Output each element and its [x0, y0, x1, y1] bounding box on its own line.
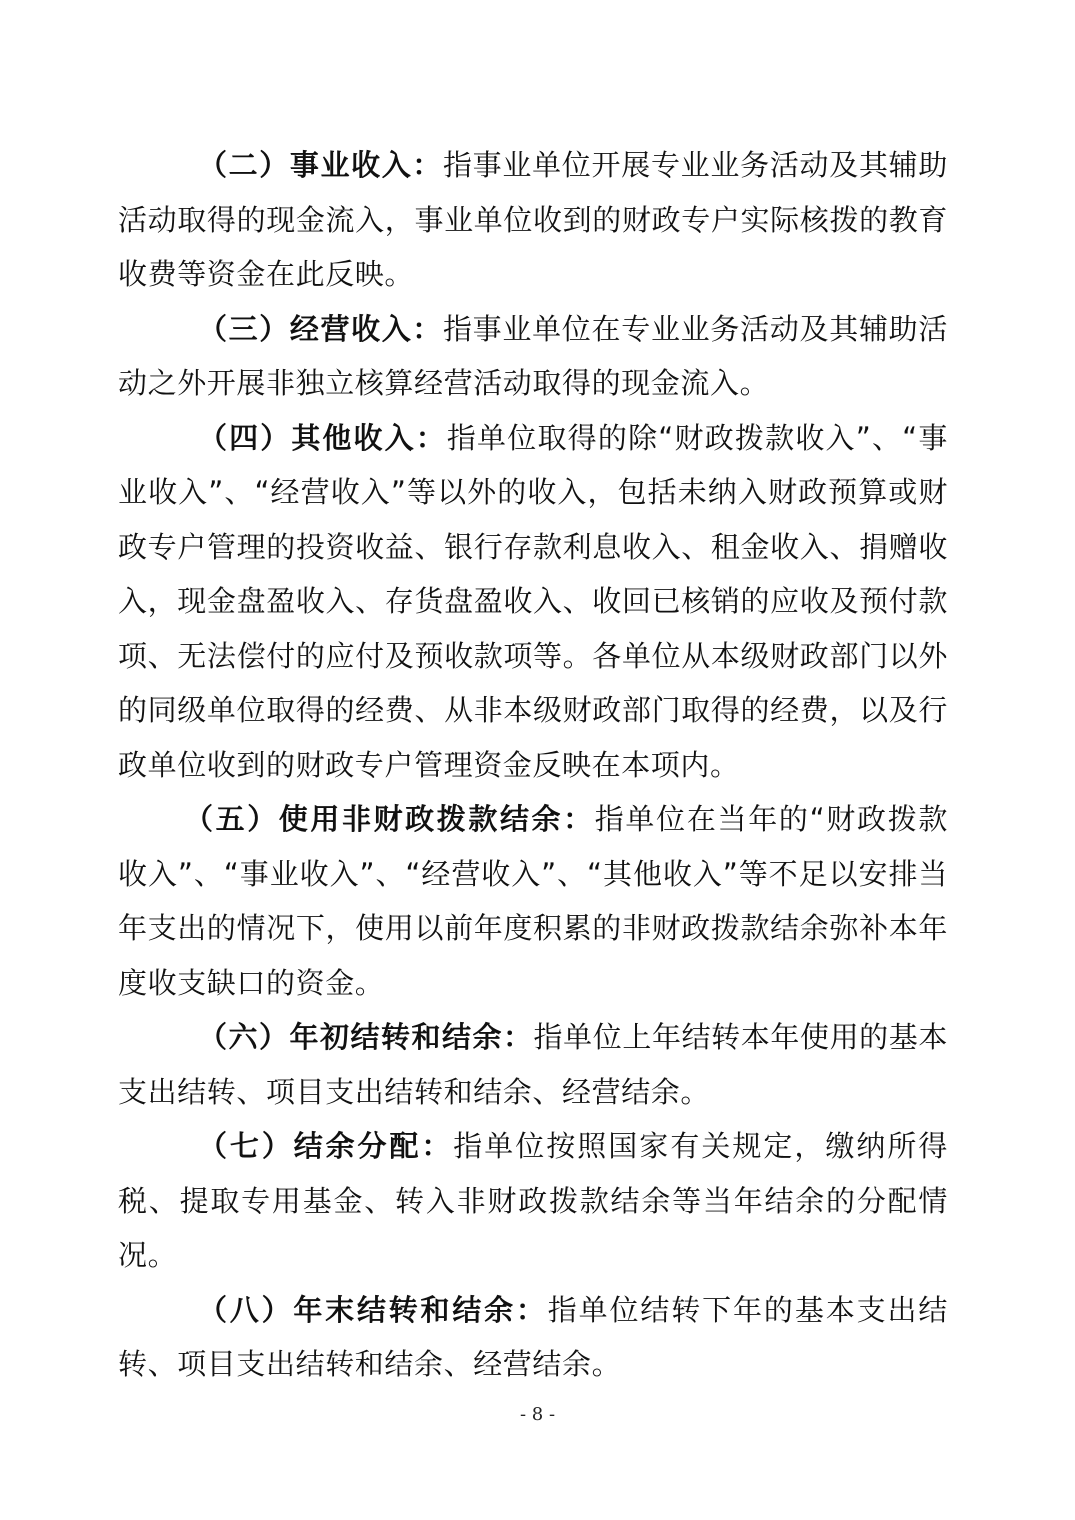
- paragraph-heading: （四）其他收入：: [198, 420, 447, 455]
- paragraph-heading: （六）年初结转和结余：: [198, 1020, 534, 1054]
- paragraph-business-income: [118, 138, 948, 302]
- paragraph-opening-balance: [118, 1010, 948, 1119]
- paragraph-body: 指单位按照国家有关规定，缴纳所得税、提取专用基金、转入非财政拨款结余等当年结余的分配情况。: [118, 1129, 948, 1272]
- paragraph-non-fiscal-surplus: [118, 792, 948, 1010]
- paragraph-body: 指单位上年结转本年使用的基本支出结转、项目支出结转和结余、经营结余。: [118, 1020, 948, 1109]
- paragraph-body: 指单位在当年的“财政拨款收入”、“事业收入”、“经营收入”、“其他收入”等不足以安排当年支出的情况下，使用以前年度积累的非财政拨款结余弥补本年度收支缺口的资金。: [118, 802, 948, 1000]
- paragraph-body: 指单位结转下年的基本支出结转、项目支出结转和结余、经营结余。: [118, 1292, 948, 1381]
- document-body: [118, 138, 948, 1392]
- paragraph-heading: （八）年末结转和结余：: [198, 1292, 548, 1327]
- paragraph-heading: （三）经营收入：: [198, 311, 443, 346]
- page-number: - 8 -: [519, 1404, 556, 1425]
- paragraph-other-income: [118, 411, 948, 793]
- paragraph-heading: （五）使用非财政拨款结余：: [184, 802, 595, 836]
- paragraph-body: 指单位取得的除“财政拨款收入”、“事业收入”、“经营收入”等以外的收入，包括未纳入财政预算或财政专户管理的投资收益、银行存款利息收入、租金收入、捐赠收入，现金盘盈收入、存货盘盈收入、收回已核销的应收及预付款项、无法偿付的应付及预收款项等。各单位从本级财政部门以外的同级单位取得的经费、从非本级财政部门取得的经费，以及行政单位收到的财政专户管理资金反映在本项内。: [118, 420, 948, 782]
- paragraph-closing-balance: [118, 1283, 948, 1392]
- paragraph-heading: （七）结余分配：: [198, 1129, 454, 1163]
- paragraph-body: 指事业单位在专业业务活动及其辅助活动之外开展非独立核算经营活动取得的现金流入。: [118, 311, 948, 400]
- paragraph-surplus-distribution: [118, 1119, 948, 1283]
- paragraph-body: 指事业单位开展专业业务活动及其辅助活动取得的现金流入，事业单位收到的财政专户实际核拨的教育收费等资金在此反映。: [118, 148, 948, 291]
- paragraph-operating-income: [118, 302, 948, 411]
- paragraph-heading: （二）事业收入：: [198, 148, 443, 182]
